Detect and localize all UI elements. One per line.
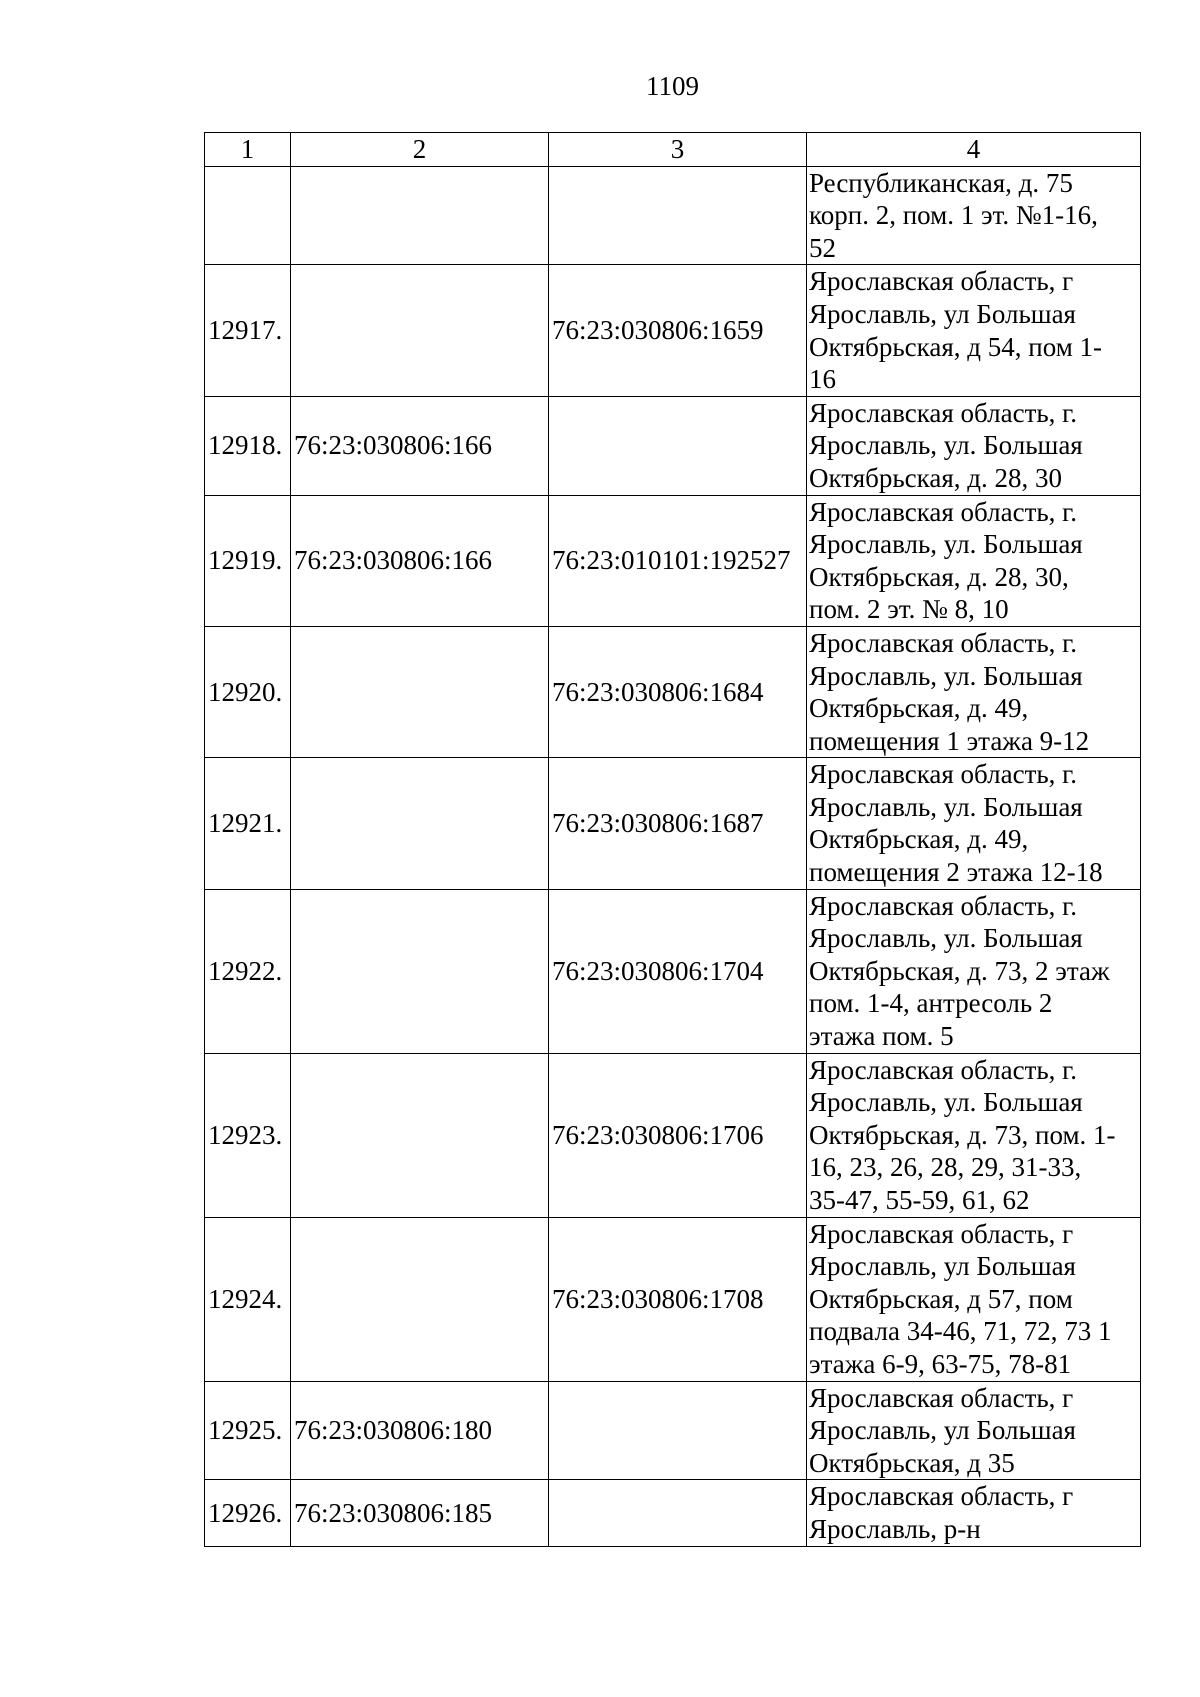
address-line: Ярославская область, г.: [809, 397, 1077, 428]
address-line: 16: [809, 364, 836, 395]
address-cell: [807, 626, 1141, 757]
row-number-cell: 12920.: [205, 626, 291, 757]
address-cell: [807, 1381, 1141, 1480]
row-number-cell: [205, 166, 291, 265]
table-header-row: [205, 133, 1141, 167]
address-line: пом. 1-4, антресоль 2: [809, 988, 1053, 1019]
object-cadastral-number-cell: 76:23:030806:1708: [549, 1217, 807, 1381]
address-line: корп. 2, пом. 1 эт. №1-16,: [809, 200, 1098, 231]
address-line: Ярославль, ул Большая: [809, 1251, 1076, 1282]
table-row: [205, 265, 1141, 396]
table-row: [205, 396, 1141, 495]
row-number-cell: 12922.: [205, 889, 291, 1053]
address-line: помещения 1 этажа 9-12: [809, 725, 1090, 756]
table-row: [205, 889, 1141, 1053]
address-line: Ярославль, ул. Большая: [809, 1087, 1083, 1118]
cadastral-number-cell: [291, 1217, 549, 1381]
address-line: Октябрьская, д. 73, пом. 1-: [809, 1119, 1116, 1150]
address-line: подвала 34-46, 71, 72, 73 1: [809, 1316, 1112, 1347]
address-line: Октябрьская, д. 49,: [809, 693, 1029, 724]
address-cell: [807, 166, 1141, 265]
address-line: 16, 23, 26, 28, 29, 31-33,: [809, 1152, 1082, 1183]
address-line: Ярославская область, г: [809, 1382, 1074, 1413]
address-line: Ярославская область, г.: [809, 627, 1077, 658]
address-line: Ярославская область, г: [809, 266, 1074, 297]
address-line: Октябрьская, д. 73, 2 этаж: [809, 955, 1110, 986]
cadastral-number-cell: [291, 1053, 549, 1217]
cadastral-number-cell: 76:23:030806:180: [291, 1381, 549, 1480]
address-line: Ярославль, р-н: [809, 1513, 981, 1544]
address-cell: [807, 889, 1141, 1053]
address-line: Ярославль, ул. Большая: [809, 529, 1083, 560]
row-number-cell: 12917.: [205, 265, 291, 396]
address-line: Ярославль, ул. Большая: [809, 791, 1083, 822]
address-line: Ярославль, ул. Большая: [809, 923, 1083, 954]
address-line: пом. 2 эт. № 8, 10: [809, 594, 1009, 625]
address-line: Ярославская область, г.: [809, 890, 1077, 921]
cadastral-number-cell: 76:23:030806:166: [291, 396, 549, 495]
row-number-cell: 12925.: [205, 1381, 291, 1480]
address-cell: [807, 1480, 1141, 1546]
object-cadastral-number-cell: [549, 1381, 807, 1480]
cadastral-number-cell: [291, 265, 549, 396]
cadastral-number-cell: 76:23:030806:166: [291, 495, 549, 626]
address-line: Ярославская область, г: [809, 1218, 1074, 1249]
header-cell-2: 2: [291, 133, 549, 167]
header-cell-1: 1: [205, 133, 291, 167]
address-line: Республиканская, д. 75: [809, 167, 1073, 198]
object-cadastral-number-cell: 76:23:030806:1706: [549, 1053, 807, 1217]
address-line: Октябрьская, д. 49,: [809, 824, 1029, 855]
header-cell-4: 4: [807, 133, 1141, 167]
object-cadastral-number-cell: 76:23:030806:1687: [549, 758, 807, 889]
address-line: Ярославль, ул. Большая: [809, 430, 1083, 461]
object-cadastral-number-cell: 76:23:010101:192527: [549, 495, 807, 626]
table-row: [205, 1053, 1141, 1217]
address-line: 52: [809, 232, 836, 263]
address-line: этажа 6-9, 63-75, 78-81: [809, 1348, 1072, 1379]
object-cadastral-number-cell: [549, 166, 807, 265]
address-line: Ярославль, ул Большая: [809, 298, 1076, 329]
address-line: Октябрьская, д. 28, 30,: [809, 561, 1069, 592]
address-cell: [807, 495, 1141, 626]
table-row: [205, 758, 1141, 889]
object-cadastral-number-cell: 76:23:030806:1704: [549, 889, 807, 1053]
address-line: Октябрьская, д 54, пом 1-: [809, 331, 1103, 362]
address-cell: [807, 265, 1141, 396]
address-cell: [807, 758, 1141, 889]
address-line: Ярославль, ул. Большая: [809, 660, 1083, 691]
address-line: Октябрьская, д 35: [809, 1447, 1015, 1478]
table-row: [205, 1217, 1141, 1381]
address-line: Ярославская область, г: [809, 1481, 1074, 1512]
object-cadastral-number-cell: [549, 1480, 807, 1546]
address-line: Октябрьская, д. 28, 30: [809, 462, 1063, 493]
cadastral-number-cell: [291, 166, 549, 265]
row-number-cell: 12918.: [205, 396, 291, 495]
page-number: 1109: [646, 71, 699, 101]
address-cell: [807, 1217, 1141, 1381]
address-line: Ярославская область, г.: [809, 759, 1077, 790]
row-number-cell: 12923.: [205, 1053, 291, 1217]
address-line: Ярославская область, г.: [809, 1054, 1077, 1085]
object-cadastral-number-cell: [549, 396, 807, 495]
address-line: помещения 2 этажа 12-18: [809, 857, 1103, 888]
table-row: [205, 1381, 1141, 1480]
address-line: Ярославская область, г.: [809, 496, 1077, 527]
object-cadastral-number-cell: 76:23:030806:1659: [549, 265, 807, 396]
cadastral-number-cell: [291, 889, 549, 1053]
address-line: этажа пом. 5: [809, 1021, 954, 1052]
table-row: [205, 1480, 1141, 1546]
registry-table: [204, 132, 1141, 1547]
cadastral-number-cell: [291, 626, 549, 757]
address-cell: [807, 396, 1141, 495]
address-cell: [807, 1053, 1141, 1217]
cadastral-number-cell: 76:23:030806:185: [291, 1480, 549, 1546]
cadastral-number-cell: [291, 758, 549, 889]
object-cadastral-number-cell: 76:23:030806:1684: [549, 626, 807, 757]
address-line: Октябрьская, д 57, пом: [809, 1283, 1073, 1314]
table-row: [205, 495, 1141, 626]
row-number-cell: 12926.: [205, 1480, 291, 1546]
table-row: [205, 626, 1141, 757]
table-row: [205, 166, 1141, 265]
address-line: Ярославль, ул Большая: [809, 1415, 1076, 1446]
address-line: 35-47, 55-59, 61, 62: [809, 1185, 1030, 1215]
row-number-cell: 12919.: [205, 495, 291, 626]
row-number-cell: 12921.: [205, 758, 291, 889]
row-number-cell: 12924.: [205, 1217, 291, 1381]
header-cell-3: 3: [549, 133, 807, 167]
